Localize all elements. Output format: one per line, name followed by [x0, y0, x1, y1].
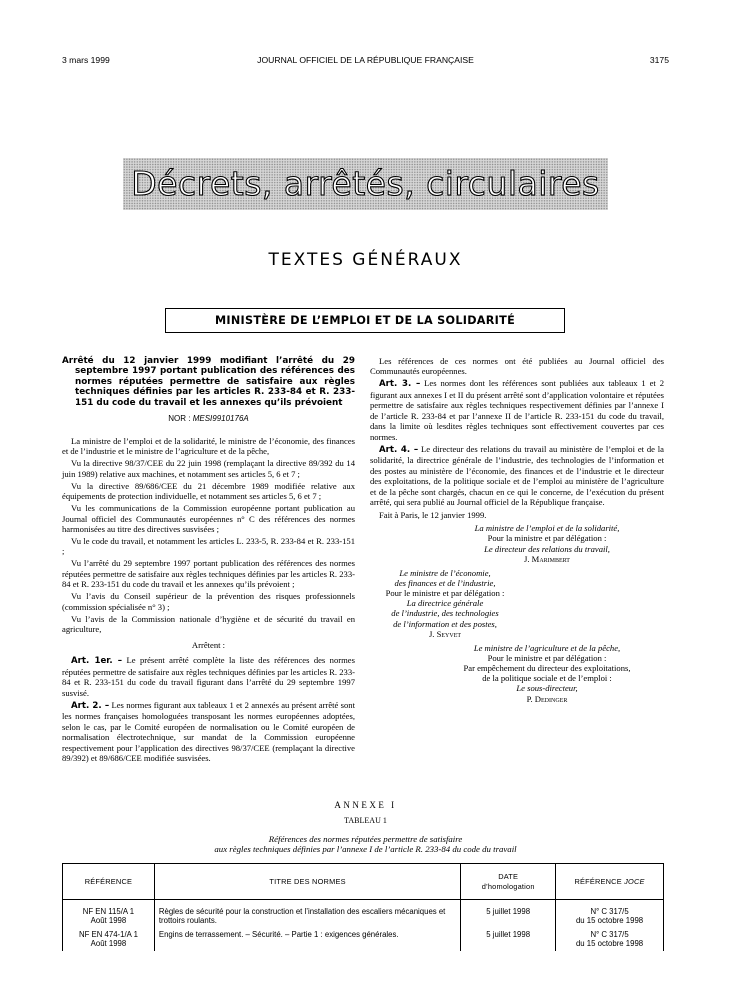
table-header-row — [63, 864, 664, 900]
reference-date: Août 1998 — [90, 915, 127, 925]
signature-minister: La ministre de l’emploi et de la solidarité, — [474, 523, 620, 534]
signature-role: de l’information et des postes, — [393, 618, 497, 629]
signature-empechement: Par empêchement du directeur des exploitations, — [463, 663, 631, 674]
header-journal-title: JOURNAL OFFICIEL DE LA RÉPUBLIQUE FRANÇAISE — [257, 55, 474, 65]
tableau-caption — [0, 834, 731, 854]
reference-code: NF EN 115/A 1 — [82, 907, 135, 916]
ministry-heading: MINISTÈRE DE L’EMPLOI ET DE LA SOLIDARITÉ — [165, 308, 565, 333]
cell-date: 5 juillet 1998 — [461, 928, 556, 951]
column-header-date — [461, 864, 556, 900]
article-4-label: Art. 4. – — [379, 444, 419, 455]
signature-empechement: de la politique sociale et de l’emploi : — [482, 673, 612, 684]
vu-paragraph: Vu la directive 89/686/CEE du 21 décembre 1989 modifiée relative aux équipements de protection individuelle, et notamment ses articles 5, 6 et 7 ; — [62, 480, 355, 502]
signature-delegation: Pour le ministre et par délégation : — [487, 652, 607, 663]
signature-minister: des finances et de l’industrie, — [394, 577, 496, 588]
nor-value: MESI9910176A — [192, 413, 249, 423]
banner-title: Décrets, arrêtés, circulaires — [131, 164, 600, 203]
caption-line: Références des normes réputées permettre de satisfaire — [268, 834, 463, 844]
joce-date: du 15 octobre 1998 — [575, 915, 644, 925]
table-row — [63, 928, 664, 951]
vu-paragraph: Vu le code du travail, et notamment les articles L. 233-5, R. 233-84 et R. 233-151 ; — [62, 535, 355, 557]
fait-a-paris: Fait à Paris, le 12 janvier 1999. — [379, 509, 487, 520]
joce-number: N° C 317/5 — [590, 907, 629, 916]
text-column-left — [62, 356, 355, 765]
article-3-text: Les normes dont les références sont publiées aux tableaux 1 et 2 figurant aux annexes I et II du présent arrêté sont d’application volontaire et réputées permettre de satisfaire aux règles techniques respectivement définies par l’annexe I de l’article R. 233-84 et par l’annexe II de l’article R. 233-151 du code du travail, dans la limite où lesdites règles techniques sont effectivement couvertes par ces normes. — [370, 378, 664, 442]
intro-paragraph: La ministre de l’emploi et de la solidarité, le ministre de l’économie, des finances et de l’industrie et le ministre de l’agriculture et de la pêche, — [62, 435, 355, 457]
column-header-joce-label: JOCE — [624, 876, 645, 886]
table-row — [63, 900, 664, 928]
article-3-label: Art. 3. – — [379, 379, 421, 390]
article-2-text: Les normes figurant aux tableaux 1 et 2 annexés au présent arrêté sont les normes françaises homologuées transposant les normes européennes adoptées, selon le cas, par le Comité européen de normalisation ou le Comité européen de normalisation électrotechnique, sur mandat de la Commission européenne respectivement pour l’application des directives 98/37/CEE (remplaçant la directive 89/392) et 89/686/CEE modifiée susvisées. — [62, 699, 355, 764]
signature-role: Le directeur des relations du travail, — [484, 543, 610, 554]
text-column-right — [370, 356, 664, 704]
vu-paragraph: Vu l’avis de la Commission nationale d’hygiène et de sécurité du travail en agriculture, — [62, 613, 355, 635]
vu-paragraph: Vu l’arrêté du 29 septembre 1997 portant publication des références des normes réputées permettre de satisfaire aux règles techniques définies par les articles R. 233-84 et R. 233-151 du code du travail et les annexes qu’ils prévoient ; — [62, 558, 355, 590]
cell-titre: Engins de terrassement. – Sécurité. – Partie 1 : exigences générales. — [154, 928, 460, 951]
section-banner — [123, 158, 608, 210]
article-4 — [370, 444, 664, 508]
header-date: 3 mars 1999 — [62, 55, 110, 65]
reference-code: NF EN 474-1/A 1 — [78, 929, 138, 939]
cell-reference — [63, 900, 155, 928]
signature-name: J. Marimbert — [524, 553, 570, 564]
article-2-label: Art. 2. – — [71, 700, 110, 711]
arretent-line: Arrêtent : — [191, 639, 226, 650]
signature-minister: Le ministre de l’économie, — [399, 567, 491, 578]
cell-joce — [556, 900, 664, 928]
signature-minister: Le ministre de l’agriculture et de la pêche, — [473, 642, 621, 653]
column-header-titre: TITRE DES NORMES — [154, 864, 460, 900]
signature-block-agriculture — [370, 643, 664, 704]
column-header-date-line2: d’homologation — [481, 881, 535, 891]
signature-name: J. Seyvet — [428, 628, 462, 639]
cell-date: 5 juillet 1998 — [461, 900, 556, 928]
signature-name: P. Dedinger — [526, 693, 568, 704]
norms-table — [62, 863, 664, 951]
caption-line: aux règles techniques définies par l’annexe I de l’article R. 233-84 du code du travail — [214, 844, 517, 855]
column-header-joce-ref: RÉFÉRENCE — [574, 876, 622, 886]
signature-role: Le sous-directeur, — [516, 683, 578, 694]
article-4-text: Le directeur des relations du travail au ministère de l’emploi et de la solidarité, la directrice générale de l’industrie, des technologies de l’information et des postes au ministère de l’économie, des finances et de l’industrie et le directeur des exploitations, de la politique sociale et de l’emploi au ministère de l’agriculture et de la pêche sont chargés, chacun en ce qui le concerne, de l’exécution du présent arrêté, qui sera publié au Journal officiel de la République française. — [370, 443, 664, 508]
cell-joce — [556, 928, 664, 951]
nor-label: NOR : — [168, 413, 191, 423]
article-3 — [370, 378, 664, 442]
signature-block-emploi — [370, 523, 664, 564]
article-1-label: Art. 1er. – — [71, 656, 123, 667]
joce-date: du 15 octobre 1998 — [575, 938, 644, 948]
reference-date: Août 1998 — [90, 938, 127, 948]
vu-paragraph: Vu l’avis du Conseil supérieur de la prévention des risques professionnels (commission spécialisée n° 3) ; — [62, 591, 355, 612]
vu-paragraph: Vu les communications de la Commission européenne portant publication au Journal officiel des Communautés européennes n° C des références des normes harmonisées au titre des directives susvisées ; — [62, 503, 355, 534]
article-2 — [62, 700, 355, 764]
column-header-date-line1: DATE — [498, 872, 519, 882]
arrete-title: Arrêté du 12 janvier 1999 modifiant l’arrêté du 29 septembre 1997 portant publication des références des normes réputées permettre de satisfaire aux règles techniques définies par les articles R. 233-84 et R. 233-151 du code du travail et les annexes qu’ils prévoient — [62, 356, 355, 408]
tableau-title: TABLEAU 1 — [344, 816, 387, 825]
signature-block-economie — [370, 568, 520, 639]
cell-titre: Règles de sécurité pour la construction et l’installation des escaliers mécaniques et trottoirs roulants. — [154, 900, 460, 928]
vu-paragraph: Vu la directive 98/37/CEE du 22 juin 1998 (remplaçant la directive 89/392 du 14 juin 1989) relative aux machines, et notamment ses articles 5, 6 et 7 ; — [62, 458, 355, 479]
signature-role: de l’industrie, des technologies — [391, 608, 499, 619]
section-title: TEXTES GÉNÉRAUX — [268, 250, 463, 270]
article-2-paragraph-2: Les références de ces normes ont été publiées au Journal officiel des Communautés européennes. — [370, 356, 664, 377]
signature-delegation: Pour le ministre et par délégation : — [385, 588, 505, 599]
article-1-text: Le présent arrêté complète la liste des références des normes réputées permettre de satisfaire aux règles techniques définies par les articles R. 233-84 et R. 233-151 du code du travail figurant dans l’arrêté du 29 septembre 1997 susvisé. — [62, 655, 355, 698]
header-page-number: 3175 — [649, 55, 669, 65]
nor-reference — [62, 414, 355, 424]
annexe-title: ANNEXE I — [334, 800, 397, 810]
column-header-reference: RÉFÉRENCE — [63, 864, 155, 900]
signature-delegation: Pour la ministre et par délégation : — [487, 533, 607, 544]
cell-reference — [63, 928, 155, 951]
article-1 — [62, 655, 355, 698]
signature-role: La directrice générale — [406, 598, 484, 609]
column-header-joce — [556, 864, 664, 900]
joce-number: N° C 317/5 — [590, 929, 629, 939]
